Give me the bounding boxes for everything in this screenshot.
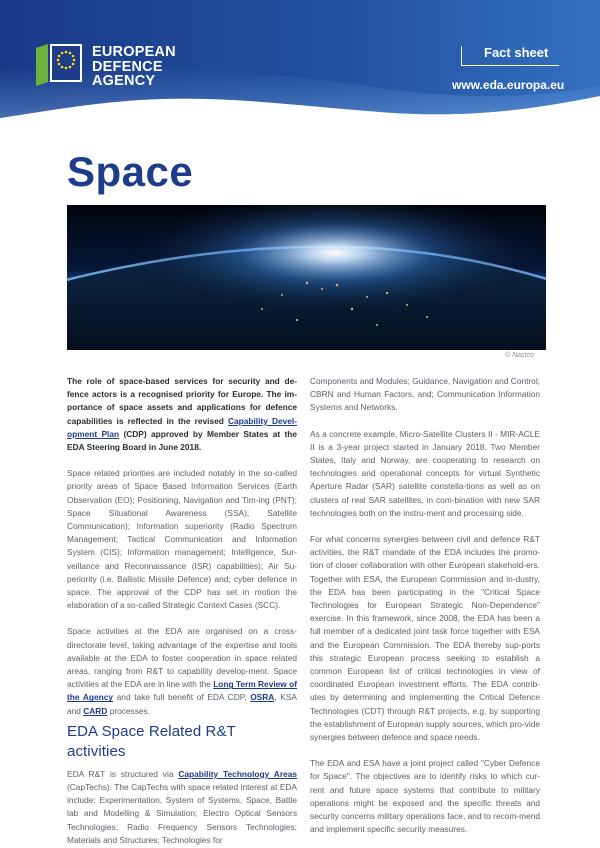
section-heading: EDA Space Related R&T activities [67, 722, 236, 760]
earth-illustration [67, 205, 546, 350]
logo-line-3: AGENCY [92, 73, 156, 89]
activities-text-b: and take full benefit of EDA CDP, [116, 692, 247, 703]
activities-text-d: processes. [109, 705, 151, 716]
eda-logo [34, 42, 84, 88]
doc-type-label: Fact sheet [484, 45, 549, 60]
osra-link[interactable]: OSRA [250, 692, 275, 703]
synergies-paragraph: For what concerns synergies between civil and defence R&T activities, the R&T mandate of the EDA includes the promo-tion of closer collaboration with other European stakehold-ers. Together with ESA, the European Commission and in-dustry, the EDA has been participating in the "Critical Space Technologies for European Strategic Non-Dependence" exercise. In this framework, since 2008, the EDA has been a full member of a dedicated joint task force together with ESA and the European Commission. The EDA thereby sup-ports this strategic European process seeking to establish a common European list of critical technologies in view of coordinated European investment efforts. The EDA contrib-utes by determining and implementing the Critical Defence Technologies (CDT) through R&T projects, e.g. by supporting the establishment of European supply sources, which pro-vide synergies between defence and space needs. [310, 534, 540, 743]
rt-text-b: (CapTechs). The CapTechs with space related interest at EDA include: Experimentation, System of Systems, Space, Battle lab and Modelling & Simulation; Electro Optical Sensors Technologies; Radio Frequency Sensors Technologies; Materials and Structures; Technologies for [67, 782, 297, 845]
capability-development-plan-link[interactable]: Capability Devel-opment Plan [67, 415, 297, 439]
activities-text-a: Space activities at the EDA are organised on a cross-directorate level, taking advantage of the expertise and tools available at the EDA to foster cooperation in space related areas, ranging from R&T to capability develop-ment. Space activities at the EDA are in line with the [67, 626, 297, 690]
activities-text-c: , KSA and [67, 692, 297, 716]
long-term-review-link[interactable]: Long Term Review of the Agency [67, 679, 297, 703]
rt-text-a: EDA R&T is structured via [67, 768, 174, 779]
left-column [67, 375, 297, 847]
activities-paragraph [67, 625, 297, 717]
captech-continuation-paragraph: Components and Modules; Guidance, Navigation and Control; CBRN and Human Factors, and; Communication Information Systems and Networks. [310, 376, 540, 413]
right-column [310, 375, 540, 837]
logo-wordmark [92, 45, 176, 89]
miracle-paragraph: As a concrete example, Micro-Satellite Clusters II - MIR-ACLE II is a 3-year project started in January 2018. Two Member States, Italy and Norway, are cooperating to research on technologies and operational concepts for virtual Synthetic Aperture Radar (SAR) satellite constella-tions as well as on clusters of real SAR satellites, in com-bination with new SAR technologies both on the instru-ment and processing side. [310, 428, 540, 518]
site-url-link[interactable]: www.eda.europa.eu [452, 78, 565, 92]
image-credit: © Nastco [505, 352, 534, 359]
priorities-paragraph: Space related priorities are included notably in the so-called priority areas of Space Based Information Services (Earth Observation (EO); Positioning, Navigation and Tim-ing (PNT); Space Situational Awareness (SSA); Satellite Communication); Information superiority (Radio Spectrum Management; Tactical Communication and Information System (CIS); Information management; Intelligence, Sur-veillance and Reconnaissance (ISR) capabilities); Air Su-periority (i.e. Ballistic Missile Defence) and; cyber defence in space. The approval of the CDP has set in motion the elaboration of a so-called Strategic Context Cases (SCC). [67, 468, 297, 611]
cyber-defence-paragraph: The EDA and ESA have a joint project called "Cyber Defence for Space". The objectives are to identify risks to which cur-rent and future space systems that contribute to military operations might be exposed and the specific threats and security concerns military operations face, and to recom-mend and implement specific security measures. [310, 758, 541, 835]
capability-technology-areas-link[interactable]: Capability Technology Areas [178, 768, 298, 779]
earth-from-space-image [67, 205, 546, 350]
header-band [0, 0, 600, 130]
lead-text-2: (CDP) approved by Member States at the EDA Steering Board in June 2018. [67, 428, 297, 453]
logo-line-2: DEFENCE [92, 58, 163, 75]
lead-text-1: The role of space-based services for security and de-fence actors is a recognised priority for Europe. The im-portance of space assets and applications for defence capabilities is reflected in the revised [67, 376, 297, 426]
card-link[interactable]: CARD [83, 705, 108, 716]
rt-paragraph [67, 768, 297, 847]
lead-paragraph [67, 375, 297, 454]
logo-line-1: EUROPEAN [92, 44, 176, 60]
page-title: Space [67, 148, 194, 195]
